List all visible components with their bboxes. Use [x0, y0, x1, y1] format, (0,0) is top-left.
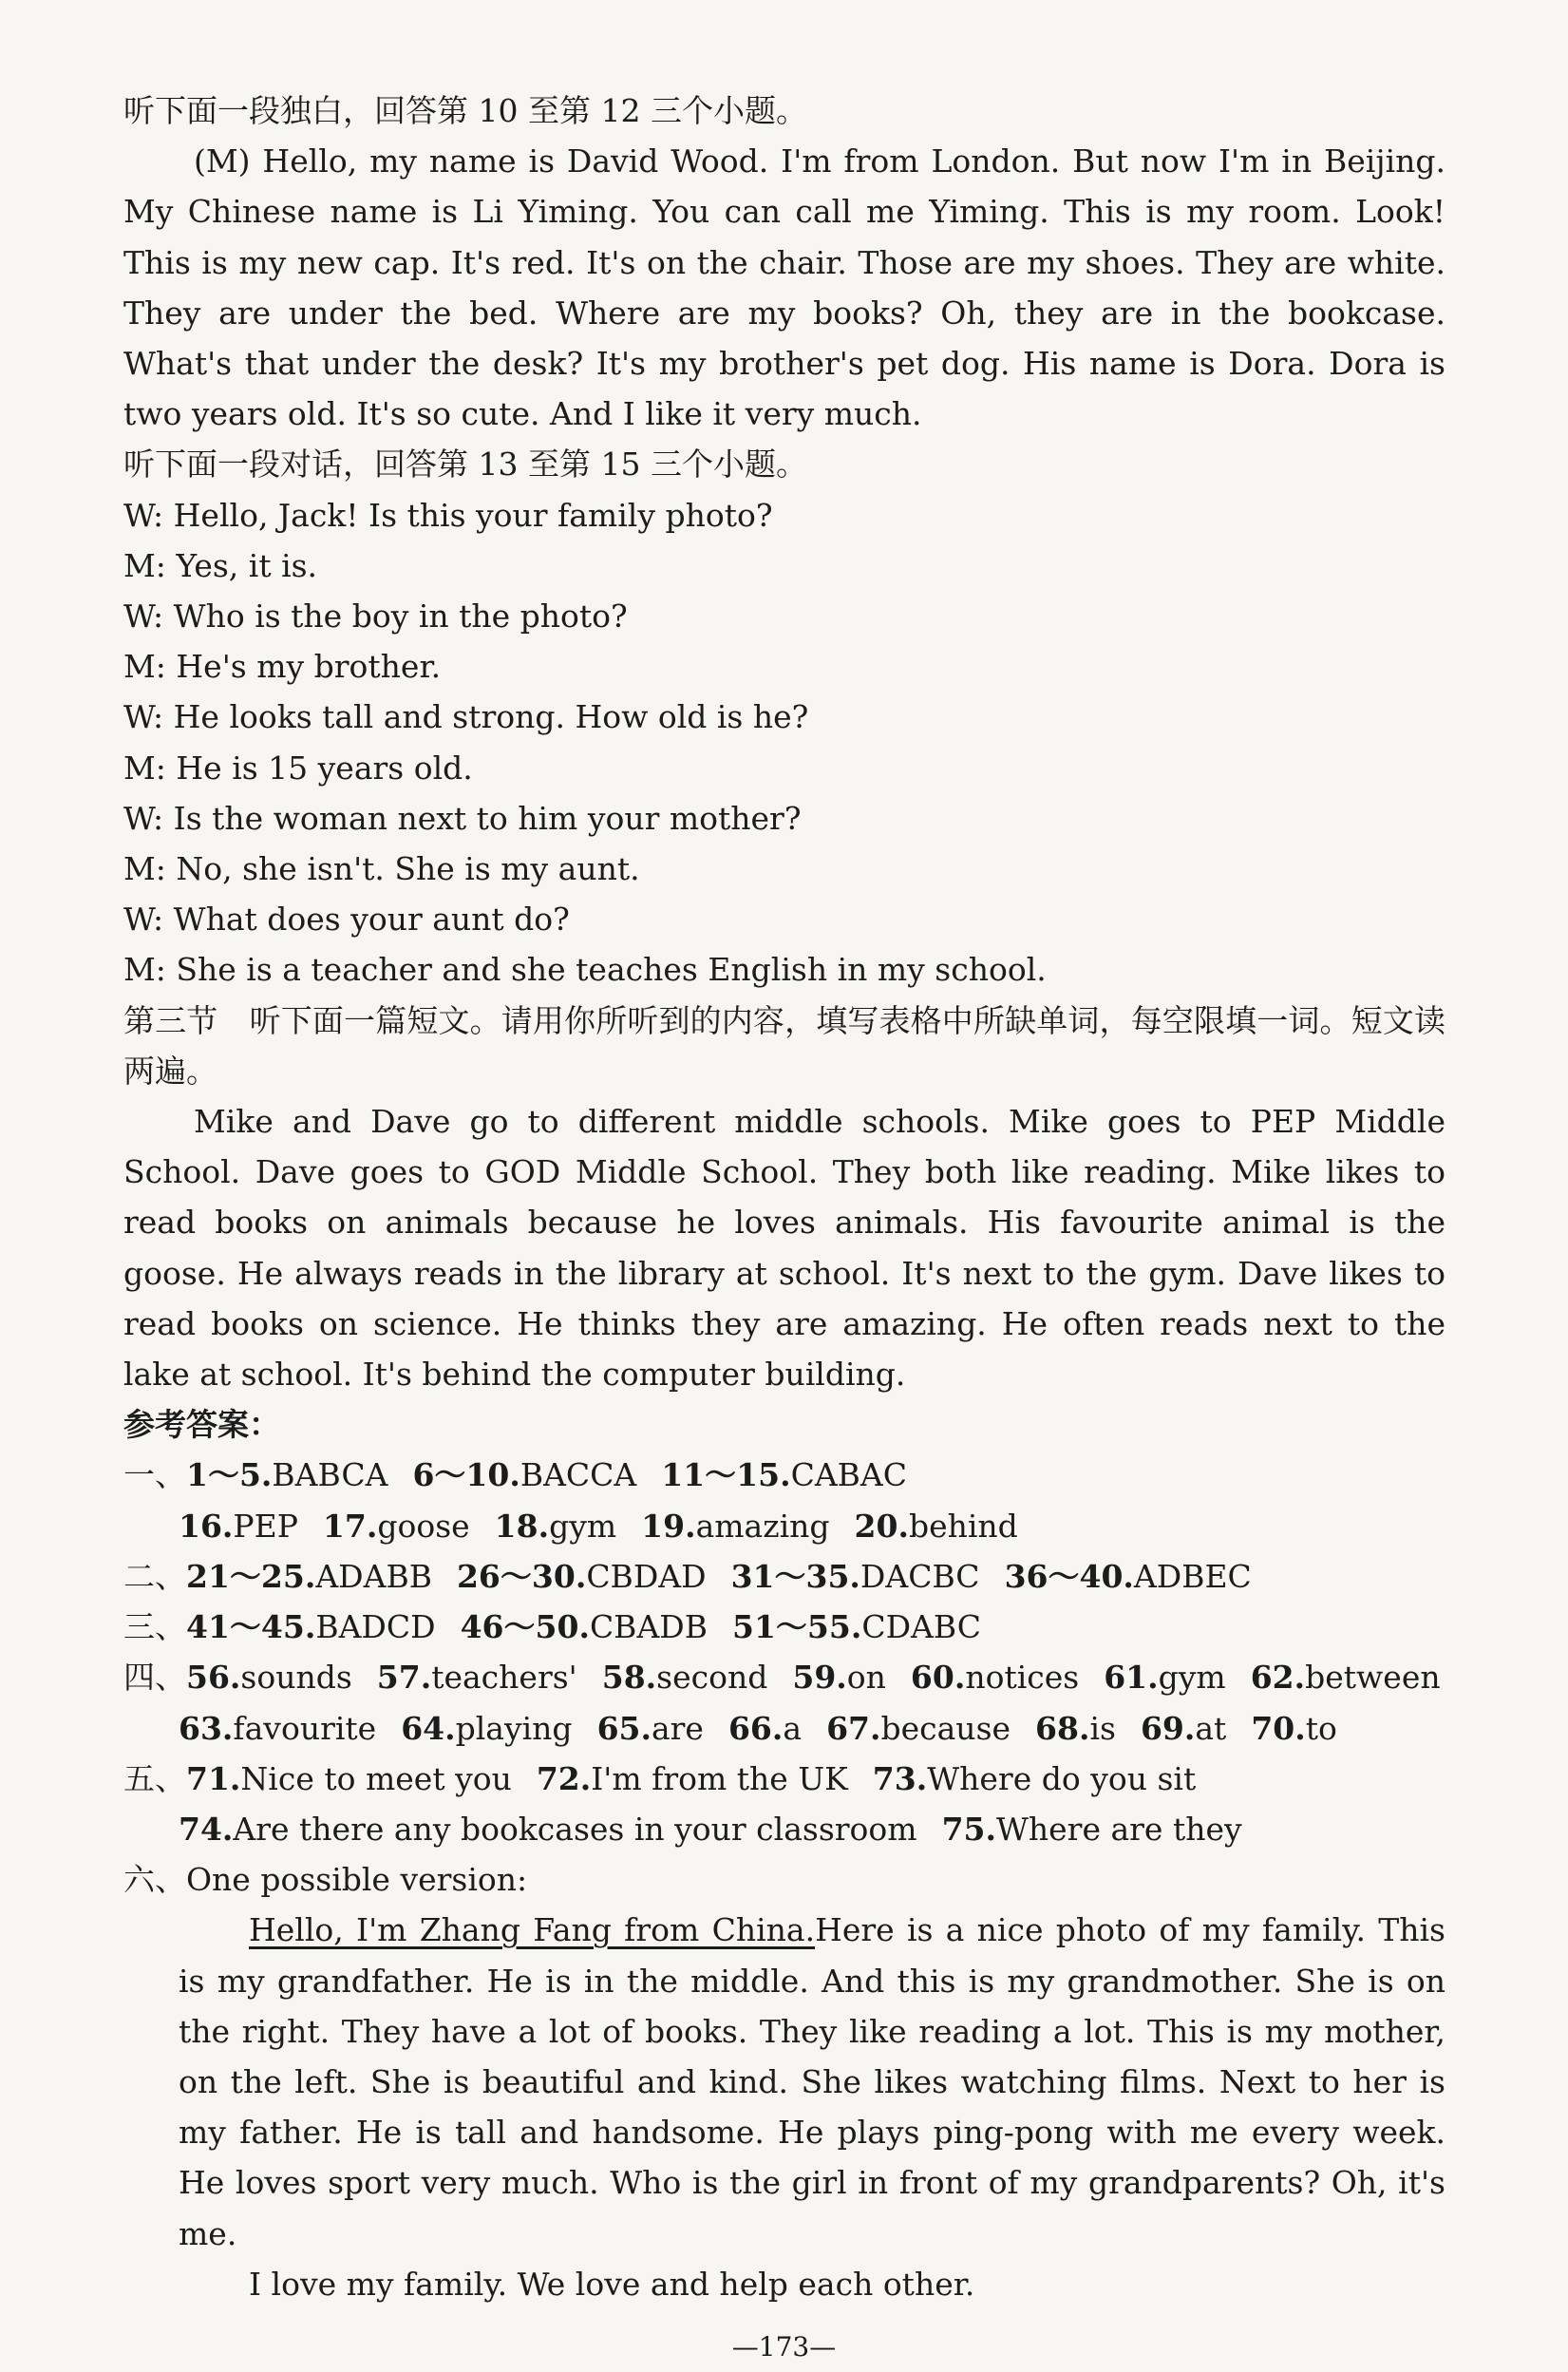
page-content — [123, 85, 1445, 2309]
dialogue-line: M: She is a teacher and she teaches English in my school. — [123, 951, 1047, 989]
essay-paragraph — [179, 1905, 1445, 2258]
essay-underlined-opening: Hello, I'm Zhang Fang from China. — [249, 1911, 816, 1949]
dialogue-transcript — [123, 490, 1445, 996]
answers-part-2: 二、21～25.ADABB 26～30.CBDAD 31～35.DACBC 36～40.ADBEC — [123, 1557, 1252, 1595]
monologue-heading: 听下面一段独白，回答第 10 至第 12 三个小题。 — [123, 92, 807, 129]
dialogue-line: W: Who is the boy in the photo? — [123, 598, 628, 636]
essay-closing: I love my family. We love and help each other. — [249, 2265, 975, 2303]
dialogue-line: W: Hello, Jack! Is this your family photo? — [123, 496, 773, 534]
dialogue-line: M: No, she isn't. She is my aunt. — [123, 850, 640, 888]
dialogue-line: W: Is the woman next to him your mother? — [123, 799, 802, 837]
monologue-transcript: (M) Hello, my name is David Wood. I'm from London. But now I'm in Beijing. My Chinese name is Li Yiming. You can call me Yiming. This is my room. Look! This is my new cap. It's red. It's on the chair. Those are my shoes. They are white. They are under the bed. Where are my books? Oh, they are in the bookcase. What's that under the desk? It's my brother's pet dog. His name is Dora. Dora is two years old. It's so cute. And I like it very much. — [123, 142, 1445, 433]
dialogue-line: W: What does your aunt do? — [123, 901, 570, 939]
dialogue-line: M: Yes, it is. — [123, 546, 318, 584]
sample-essay — [123, 1905, 1445, 2309]
answers-part-4-line-2: 63.favourite 64.playing 65.are 66.a 67.because 68.is 69.at 70.to — [179, 1709, 1337, 1747]
page-number: —173— — [731, 2331, 837, 2363]
essay-body: Here is a nice photo of my family. This is my grandfather. He is in the middle. And this is my grandmother. She is on the right. They have a lot of books. They like reading a lot. This is my mother, on the left. She is beautiful and kind. She likes watching films. Next to her is my father. He is tall and handsome. He plays ping-pong with me every week. He loves sport very much. Who is the girl in front of my grandparents? Oh, it's me. — [179, 1911, 1445, 2252]
dialogue-heading: 听下面一段对话，回答第 13 至第 15 三个小题。 — [123, 446, 807, 484]
dialogue-line: M: He is 15 years old. — [123, 749, 473, 787]
dialogue-line: W: He looks tall and strong. How old is he? — [123, 698, 809, 736]
passage-transcript: Mike and Dave go to different middle schools. Mike goes to PEP Middle School. Dave goes to GOD Middle School. They both like reading. Mike likes to read books on animals because he loves animals. His favourite animal is the goose. He always reads in the library at school. It's next to the gym. Dave likes to read books on science. He thinks they are amazing. He often reads next to the lake at school. It's behind the computer building. — [123, 1103, 1445, 1394]
dialogue-line: M: He's my brother. — [123, 648, 442, 686]
answers-part-3: 三、41～45.BADCD 46～50.CBADB 51～55.CDABC — [123, 1608, 981, 1646]
answers-part-6: 六、One possible version: — [123, 1861, 528, 1899]
answers-part-1-line-2: 16.PEP 17.goose 18.gym 19.amazing 20.behind — [179, 1507, 1018, 1545]
answers-part-5: 五、71.Nice to meet you 72.I'm from the UK 73.Where do you sit — [123, 1759, 1197, 1797]
answer-key — [123, 1450, 1445, 1905]
answers-heading: 参考答案： — [123, 1406, 280, 1444]
answers-part-1: 一、1～5.BABCA 6～10.BACCA 11～15.CABAC — [123, 1456, 908, 1494]
section3-heading: 第三节 听下面一篇短文。请用你所听到的内容，填写表格中所缺单词，每空限填一词。短文读两遍。 — [123, 1001, 1445, 1090]
answers-part-5-line-2: 74.Are there any bookcases in your classroom 75.Where are they — [179, 1810, 1242, 1848]
answers-part-4: 四、56.sounds 57.teachers' 58.second 59.on 60.notices 61.gym 62.between — [123, 1659, 1441, 1697]
